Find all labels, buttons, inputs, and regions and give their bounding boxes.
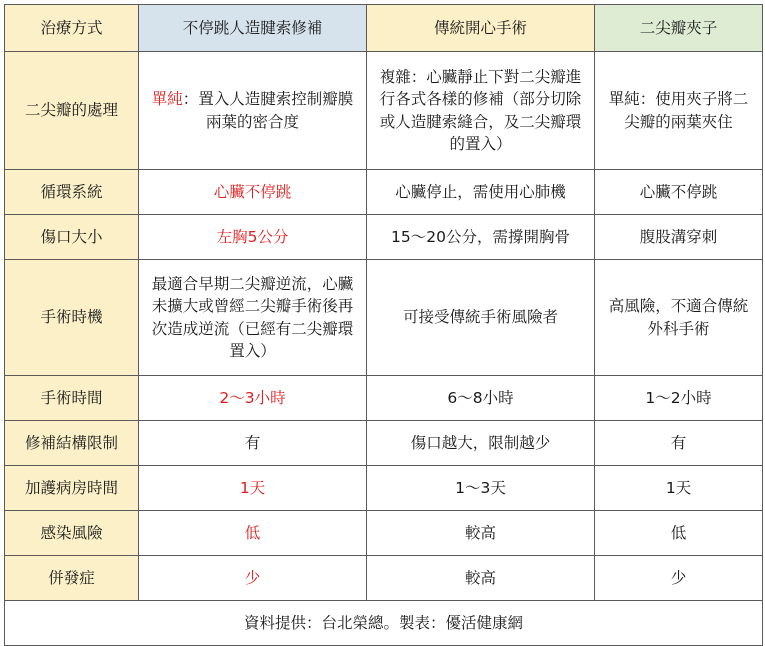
cell-col1: 低 bbox=[139, 511, 367, 556]
row-label: 二尖瓣的處理 bbox=[5, 52, 139, 170]
comparison-table bbox=[4, 4, 763, 646]
cell-col3: 有 bbox=[595, 421, 763, 466]
cell-col1: 少 bbox=[139, 556, 367, 601]
cell-col1: 有 bbox=[139, 421, 367, 466]
row-label: 循環系統 bbox=[5, 170, 139, 215]
cell-col3: 心臟不停跳 bbox=[595, 170, 763, 215]
table-row bbox=[5, 466, 763, 511]
cell-col1: 1天 bbox=[139, 466, 367, 511]
cell-col1: 左胸5公分 bbox=[139, 215, 367, 260]
header-nonstop-chordae-repair: 不停跳人造腱索修補 bbox=[139, 5, 367, 52]
table-row bbox=[5, 511, 763, 556]
row-label: 手術時機 bbox=[5, 260, 139, 376]
cell-text: ：置入人造腱索控制瓣膜兩葉的密合度 bbox=[182, 90, 354, 131]
row-label: 加護病房時間 bbox=[5, 466, 139, 511]
row-label: 感染風險 bbox=[5, 511, 139, 556]
header-row bbox=[5, 5, 763, 52]
header-open-heart-surgery: 傳統開心手術 bbox=[367, 5, 595, 52]
cell-col3: 腹股溝穿刺 bbox=[595, 215, 763, 260]
cell-col2: 較高 bbox=[367, 556, 595, 601]
header-mitral-clip: 二尖瓣夾子 bbox=[595, 5, 763, 52]
cell-col2: 15～20公分，需撐開胸骨 bbox=[367, 215, 595, 260]
cell-col2: 6～8小時 bbox=[367, 376, 595, 421]
cell-highlight: 單純 bbox=[151, 90, 183, 109]
cell-col1: 2～3小時 bbox=[139, 376, 367, 421]
row-label: 手術時間 bbox=[5, 376, 139, 421]
cell-col3: 1～2小時 bbox=[595, 376, 763, 421]
row-label: 傷口大小 bbox=[5, 215, 139, 260]
cell-col2: 傷口越大，限制越少 bbox=[367, 421, 595, 466]
cell-col3: 單純：使用夾子將二尖瓣的兩葉夾住 bbox=[595, 52, 763, 170]
cell-col1 bbox=[139, 52, 367, 170]
cell-col2: 複雜：心臟靜止下對二尖瓣進行各式各樣的修補（部分切除或人造腱索縫合，及二尖瓣環的置入） bbox=[367, 52, 595, 170]
cell-col2: 1～3天 bbox=[367, 466, 595, 511]
row-label: 併發症 bbox=[5, 556, 139, 601]
table-row bbox=[5, 260, 763, 376]
cell-col1: 心臟不停跳 bbox=[139, 170, 367, 215]
cell-col2: 可接受傳統手術風險者 bbox=[367, 260, 595, 376]
cell-col2: 心臟停止，需使用心肺機 bbox=[367, 170, 595, 215]
cell-col2: 較高 bbox=[367, 511, 595, 556]
source-credit: 資料提供：台北榮總。製表：優活健康網 bbox=[5, 601, 763, 646]
table-row bbox=[5, 52, 763, 170]
table-row bbox=[5, 215, 763, 260]
cell-col3: 少 bbox=[595, 556, 763, 601]
source-row bbox=[5, 601, 763, 646]
cell-col1: 最適合早期二尖瓣逆流，心臟未擴大或曾經二尖瓣手術後再次造成逆流（已經有二尖瓣環置入） bbox=[139, 260, 367, 376]
header-label: 治療方式 bbox=[5, 5, 139, 52]
table-row bbox=[5, 556, 763, 601]
table-row bbox=[5, 170, 763, 215]
row-label: 修補結構限制 bbox=[5, 421, 139, 466]
table-row bbox=[5, 376, 763, 421]
cell-col3: 高風險，不適合傳統外科手術 bbox=[595, 260, 763, 376]
cell-col3: 低 bbox=[595, 511, 763, 556]
table-row bbox=[5, 421, 763, 466]
cell-col3: 1天 bbox=[595, 466, 763, 511]
